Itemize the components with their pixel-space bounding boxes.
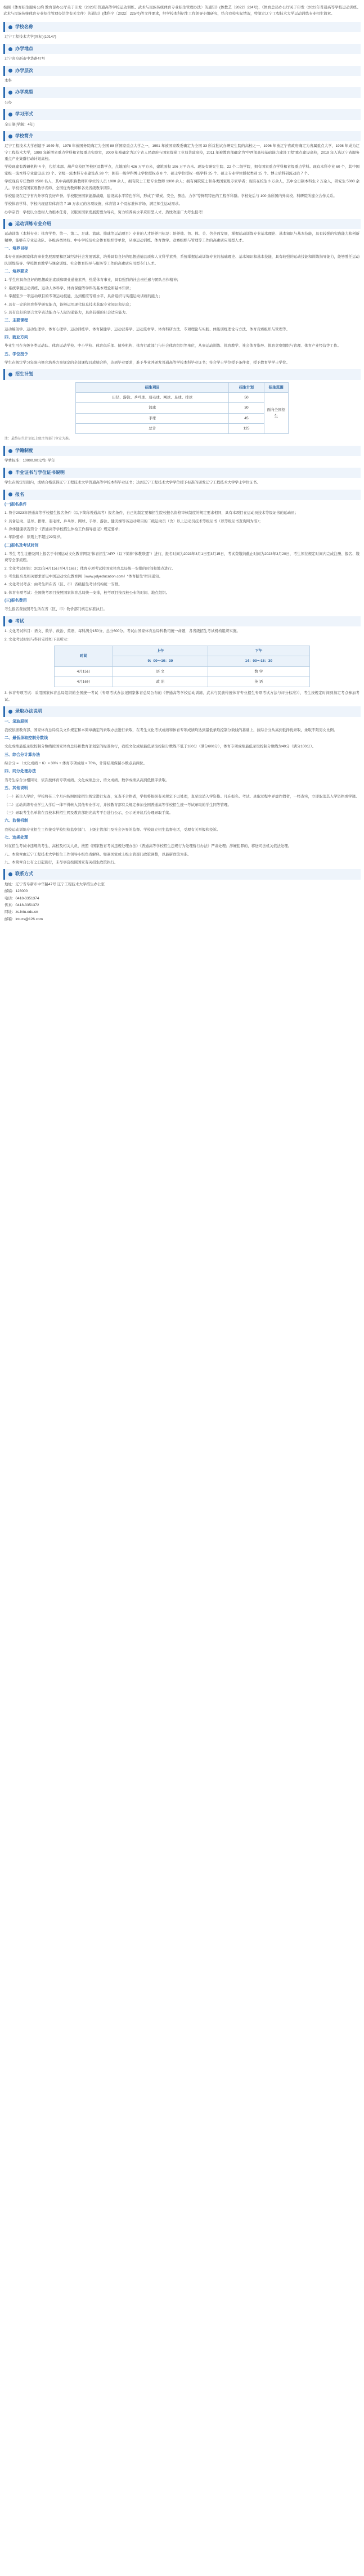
cell-date: 4月16日 bbox=[55, 677, 113, 687]
bullet-icon bbox=[8, 471, 12, 474]
section-header-school-address bbox=[3, 44, 361, 54]
exam-table-header-row bbox=[55, 646, 309, 656]
profile-paragraph: 学校建设在辽宁省内外享有良好声誉。学校服务国家能源战略，建设高水平特色学科，形成了“煤炭、安全、测绘、力学”等鲜明特色的工程学科群。学校先后与 100 余所国内外高校、科研院所建立合作关系。 bbox=[5, 194, 337, 198]
admission-paragraph: 文化成绩最低录取控制分数线按国家体育总局和教育部划定的标准执行，我校文化成绩最低录取控制分数线不低于180分（满分600分），体育专项成绩最低录取控制分数线为40分（满分100分）。 bbox=[5, 745, 316, 749]
section-title: 联系方式 bbox=[15, 871, 33, 877]
section-school-level bbox=[3, 66, 361, 84]
section-body-school-address bbox=[3, 56, 361, 62]
section-tuition bbox=[3, 446, 361, 464]
bullet-icon bbox=[8, 373, 12, 377]
cell-project: 田径、游泳、乒乓球、羽毛球、网球、足球、排球 bbox=[76, 392, 229, 402]
application-subhead: (三)报名费用 bbox=[5, 599, 27, 603]
admission-paragraph: 九、本简章自公布之日起施行，未尽事宜按照国家有关招生政策执行。 bbox=[5, 861, 118, 865]
major-subhead: 一、培养目标 bbox=[5, 247, 28, 251]
application-subhead: (一)报名条件 bbox=[5, 502, 27, 507]
admission-subhead: 一、录取原则 bbox=[5, 719, 28, 724]
major-paragraph: 学生在规定学习年限内修完培养方案规定的全部课程且成绩合格，达到毕业要求，准予毕业并颁发普通高等学校本科毕业证书；符合学士学位授予条件者，授予教育学学士学位。 bbox=[5, 360, 290, 365]
section-header-major-intro bbox=[3, 219, 361, 229]
exam-paragraph: 1. 文化考试科目：语文、数学、政治、英语，每科满分150分，总分600分。考试由国家体育总局科教司统一命题，各省级招生考试机构组织实施。 bbox=[5, 629, 240, 634]
section-application bbox=[3, 490, 361, 613]
admission-subhead: 五、其他说明 bbox=[5, 786, 28, 791]
bullet-icon bbox=[8, 47, 12, 51]
col-header-afternoon: 下午 bbox=[208, 646, 309, 656]
table-row bbox=[76, 392, 289, 402]
cell-project: 篮球 bbox=[76, 403, 229, 413]
application-paragraph: 5. 体育专项考试：全国统考项目按照国家体育总局统一安排，校考项目按我校公布的时间、地点组织。 bbox=[5, 590, 170, 595]
bullet-icon bbox=[8, 25, 12, 29]
contact-phone: 电话：0418-3351374 bbox=[5, 896, 39, 901]
bullet-icon bbox=[8, 710, 12, 714]
bullet-icon bbox=[8, 492, 12, 496]
table-total-row bbox=[76, 424, 289, 434]
intro-text: 按照《体育招生服务公约 教育部办公厅关于印发〈2023年普通高等学校运动训练、武术与民族传统体育专业招生管理办法〉的通知》(体教艺〔2022〕224号)、《体育总局办公厅关于印发〈2023年普通高等学校运动训练、武术与民族传统体育专业招生管理办法等有关文件〉的通知》(体科字〔2022〕225号)等文件要求，经学校本科招生工作领导小组研究，结合我校实际情况，特制定辽宁工程技术大学运动训练专业招生简章。 bbox=[3, 6, 361, 16]
cell-afternoon-subject: 英 语 bbox=[208, 677, 309, 687]
section-body-contact bbox=[3, 881, 361, 923]
bullet-icon bbox=[8, 135, 12, 138]
admission-paragraph: （三）录取考生名单将在我校本科招生网及教育部阳光高考平台进行公示，公示无异议后办理录取手续。 bbox=[5, 811, 173, 816]
section-title: 办学层次 bbox=[15, 68, 33, 73]
section-title: 运动训练专业介绍 bbox=[15, 221, 51, 227]
bullet-icon bbox=[8, 113, 12, 117]
section-body-exam bbox=[3, 628, 361, 703]
profile-paragraph: 办学宗旨：学校以立德树人为根本任务，以服务国家发展需要为导向，努力培养高水平应用型人才。热忱欢迎广大考生报考！ bbox=[5, 210, 206, 214]
cell-project: 手球 bbox=[76, 413, 229, 423]
application-paragraph: 4. 文化考试考点：由考生所在省（区、市）省级招生考试机构统一安排。 bbox=[5, 583, 122, 587]
section-title: 招生计划 bbox=[15, 371, 33, 377]
col-header-morning: 上午 bbox=[113, 646, 208, 656]
application-subhead: (二)报名及考试时间 bbox=[5, 543, 39, 548]
application-paragraph: 4. 年龄要求：原则上不超过22周岁。 bbox=[5, 535, 64, 540]
admission-subhead: 二、最低录取控制分数线 bbox=[5, 736, 48, 741]
contact-email[interactable]: 邮箱：lntuzs@126.com bbox=[5, 917, 43, 921]
section-header-school-level bbox=[3, 66, 361, 76]
section-body-school-profile bbox=[3, 143, 361, 216]
section-body-certificate bbox=[3, 480, 361, 486]
admission-paragraph: 当考生综合分相同时，依次按体育专项成绩、文化成绩总分、语文成绩、数学成绩从高到低排序录取。 bbox=[5, 778, 169, 782]
admission-paragraph: 八、本简章由辽宁工程技术大学招生工作领导小组负责解释。如遇国家或上级主管部门政策调整，以最新政策为准。 bbox=[5, 852, 191, 857]
admission-paragraph: 综合分 = （文化成绩 ÷ 6）× 30% + 体育专项成绩 × 70%，计算结果保留小数点后两位。 bbox=[5, 761, 147, 766]
application-paragraph: 考生报名费按照考生所在省（区、市）物价部门核定标准执行。 bbox=[5, 607, 107, 612]
section-header-tuition bbox=[3, 446, 361, 456]
section-body-major-intro bbox=[3, 231, 361, 366]
section-title: 学籍制度 bbox=[15, 447, 33, 453]
exam-table-row bbox=[55, 666, 309, 677]
cell-date: 4月15日 bbox=[55, 666, 113, 677]
school-type-value: 公办 bbox=[5, 100, 12, 105]
profile-paragraph: 辽宁工程技术大学创建于 1949 年，1978 年被国务院确定为全国 88 所国家重点大学之一，1991 年被国家教委确定为全国 33 所首批试办研究生院的高校之一，1996 年被辽宁省政府确定为省属重点大学，1998 年成为辽宁工程技术大学，1999 年新增省重点学科和省级重点实验室，2000 年被确定为辽宁省人民政府与国家煤炭工业局共建高校，2011 年被教育部确定为“中西部高校基础能力建设工程”重点建设高校，2019 年入选辽宁省服务重点产业集群行动计划高校。 bbox=[5, 144, 359, 162]
bullet-icon bbox=[8, 872, 12, 876]
contact-fax: 传真：0418-3351372 bbox=[5, 903, 39, 907]
cell-plan: 45 bbox=[229, 413, 264, 423]
bullet-icon bbox=[8, 222, 12, 226]
bullet-icon bbox=[8, 619, 12, 623]
major-paragraph: 4. 具有一定的体育科学研究能力，能够运用现代信息技术获取专业知识和信息； bbox=[5, 302, 133, 307]
major-paragraph: 运动训练（本科专业：体育学类、第一、第二、足球、篮球、排球等运动项目）专业的人才培养目标是：培养德、智、体、美、劳全面发展，掌握运动训练专业基本理论、基本知识与基本技能，具有较强的实践能力和创新精神，能够在专业运动队、各级各类体校、中小学校及社会体育组织等单位，从事运动训练、体育教学、竞赛组织与管理等工作的高素质应用型人才。 bbox=[5, 232, 359, 243]
admission-paragraph: 我校运动训练专业招生工作接受学校纪检监察部门、上级主管部门及社会各界的监督。学校设立招生监督电话，受理有关举报和投诉。 bbox=[5, 827, 221, 832]
section-body-application bbox=[3, 501, 361, 613]
contact-address: 地址：辽宁省阜新市中华路47号 辽宁工程技术大学招生办公室 bbox=[5, 882, 105, 886]
application-paragraph: 2. 具备运动、足球、排球、羽毛球、乒乓球、网球、手球、游泳、健美操等各运动项目的二级运动员（含）以上运动员技术等级证书（以等级证书查询网为准）； bbox=[5, 519, 263, 523]
section-title: 录取办法说明 bbox=[15, 709, 42, 714]
profile-paragraph: 学校现建有教研机构 4 个，包括本部、葫芦岛校区等校区及教学点，点地面积 426 万平方米，建筑面积 106 万平方米。现设有研究生院、22 个二级学院，拥有国家重点学科和省级重点学科。现有本科专业 60 个，其中国家级一流本科专业建设点 23 个、省级一流本科专业建设点 28 个；拥有一级学科博士学位授权点 8 个、硕士学位授权一级学科 25 个、硕士专业学位授权类别 15 个、博士后科研流动站 7 个。 bbox=[5, 165, 359, 176]
section-header-school-type bbox=[3, 87, 361, 97]
section-body-school-level bbox=[3, 78, 361, 84]
study-form-value: 全日制(学制：4年) bbox=[5, 122, 35, 127]
admission-subhead: 四、同分处理办法 bbox=[5, 769, 36, 774]
exam-paragraph: 2. 文化考试时间与科目安排如下表所示： bbox=[5, 637, 71, 642]
section-body-admission bbox=[3, 719, 361, 866]
cell-morning-subject: 政 治 bbox=[113, 677, 208, 687]
cell-scope: 面向全国招生 bbox=[264, 392, 288, 434]
section-title: 办学类型 bbox=[15, 89, 33, 95]
section-title: 报名 bbox=[15, 491, 24, 497]
section-body-study-form bbox=[3, 122, 361, 128]
section-header-admission bbox=[3, 706, 361, 716]
admissions-brochure-page bbox=[0, 0, 364, 932]
section-title: 学校简介 bbox=[15, 133, 33, 138]
section-header-school-info bbox=[3, 22, 361, 32]
contact-website[interactable]: 网址：zs.lntu.edu.cn bbox=[5, 910, 38, 915]
tuition-value: 学费标准：10000.00元/生·学年 bbox=[5, 459, 55, 463]
school-address-value: 辽宁省阜新市中华路47号 bbox=[5, 57, 46, 61]
col-header-project: 招生项目 bbox=[76, 382, 229, 392]
section-title: 毕业证书与学位证书说明 bbox=[15, 469, 65, 475]
section-enrollment-plan bbox=[3, 369, 361, 442]
section-title: 办学地点 bbox=[15, 46, 33, 51]
school-name-value: 辽宁工程技术大学(国标)(10147) bbox=[5, 35, 56, 39]
section-title: 考试 bbox=[15, 618, 24, 624]
major-paragraph: 毕业生可在各级各类运动队、体育运动学校、中小学校、体育俱乐部、健身机构、体育行政部门与社会体育组织等单位，从事运动训练、体育教学、社会体育指导、体育竞赛组织与管理、体育产业经营等工作。 bbox=[5, 344, 341, 348]
major-paragraph: 1. 学生应具备良好的思想政治素质和职业道德素养，热爱体育事业，具有强烈的社会责任感与团队合作精神； bbox=[5, 278, 181, 283]
cell-plan: 50 bbox=[229, 392, 264, 402]
major-paragraph: 运动解剖学、运动生理学、体育心理学、运动训练学、体育保健学、运动营养学、运动选材学、体育科研方法、专项理论与实践、体能训练理论与方法、体育竞赛组织与管理等。 bbox=[5, 327, 290, 331]
section-header-enrollment-plan bbox=[3, 369, 361, 379]
bullet-icon bbox=[8, 449, 12, 453]
application-paragraph: 1. 考生 考生注册及网上报名于中国运动文化教育网及“体育招生”APP（以下简称“体教联盟”）进行，报名时间为2023年3月1日至3月15日，考试费缴纳截止时间为2023年3月20日，考生须在规定时间内完成注册、报名、缴费等全部流程。 bbox=[5, 552, 359, 563]
col-subheader-afternoon-time: 14：00～15：30 bbox=[208, 656, 309, 666]
enrollment-plan-table bbox=[75, 382, 289, 434]
col-header-plan: 招生计划 bbox=[229, 382, 264, 392]
major-paragraph: 3. 掌握至少一项运动项目的专项运动技能，达到相应等级水平，具备组织与实施运动训练的能力； bbox=[5, 294, 163, 299]
major-paragraph: 本专业面向国家体育事业发展需要和区域经济社会发展需求，培养具有良好的思想道德品质和人文科学素养，系统掌握运动训练专业的基础理论、基本知识和基本技能，具有较强的运动技能和训练指导能力，能够胜任运动队训练指导、学校体育教学与课余训练、社会体育指导与服务等工作的高素质应用型专门人才。 bbox=[5, 255, 359, 266]
bullet-icon bbox=[8, 91, 12, 95]
cell-plan: 30 bbox=[229, 403, 264, 413]
contact-postcode: 邮编：123000 bbox=[5, 889, 28, 894]
major-paragraph: 5. 具有良好的语言文字表达能力与人际沟通能力，具备较强的社会适应能力。 bbox=[5, 310, 129, 315]
exam-paragraph: 3. 体育专项考试：采用国家体育总局组织的全国统一考试（专项考试办法见国家体育总局公布的《普通高等学校运动训练、武术与民族传统体育专业招生专项考试方法与评分标准》），考生按规定时间到指定考点参加考试。 bbox=[5, 691, 359, 702]
major-subhead: 五、学位授予 bbox=[5, 352, 28, 356]
section-header-contact bbox=[3, 869, 361, 879]
major-subhead: 二、培养要求 bbox=[5, 270, 28, 274]
table-header-row bbox=[76, 382, 289, 392]
col-header-time: 时间 bbox=[55, 646, 113, 666]
section-body-tuition bbox=[3, 458, 361, 464]
application-paragraph: 2. 文化考试时间：2023年4月15日至4月16日；体育专项考试按国家体育总局统一安排的时间和地点进行。 bbox=[5, 566, 176, 571]
admission-paragraph: （二）运动训练专业学生入学后一律不得转入其他专业学习，并按教育部有关规定参加全国普通高等学校招生统一考试录取的学生同等管理。 bbox=[5, 803, 231, 807]
section-title: 学校名称 bbox=[15, 24, 33, 30]
section-school-address bbox=[3, 44, 361, 62]
major-paragraph: 2. 系统掌握运动训练、运动人体科学、体育保健等学科的基本理论和基本知识； bbox=[5, 286, 133, 290]
section-title: 学习形式 bbox=[15, 111, 33, 117]
intro-paragraph bbox=[0, 2, 364, 22]
admission-subhead: 七、违规处理 bbox=[5, 836, 28, 840]
cell-afternoon-subject: 数 学 bbox=[208, 666, 309, 677]
exam-table-row bbox=[55, 677, 309, 687]
plan-note: 注：最终招生计划以上级主管部门审定为准。 bbox=[5, 437, 73, 441]
section-header-application bbox=[3, 490, 361, 500]
section-school-info bbox=[3, 22, 361, 41]
admission-subhead: 六、监督机制 bbox=[5, 819, 28, 823]
exam-schedule-table bbox=[54, 646, 309, 688]
cell-total-value: 125 bbox=[229, 424, 264, 434]
section-school-type bbox=[3, 87, 361, 106]
cell-morning-subject: 语 文 bbox=[113, 666, 208, 677]
admission-paragraph: 对在招生考试中违规的考生、高校及相关人员，按照《国家教育考试违规处理办法》《普通高等学校招生违规行为处理暂行办法》严肃处理；涉嫌犯罪的，移送司法机关依法处理。 bbox=[5, 844, 292, 849]
section-header-exam bbox=[3, 616, 361, 626]
school-level-value: 本科 bbox=[5, 79, 12, 83]
section-body-school-info bbox=[3, 34, 361, 40]
certificate-value: 学生在规定年限内，成绩合格获得辽宁工程技术大学普通高等学校本科毕业证书；达到辽宁工程技术大学学位授予标准的颁发辽宁工程技术大学学士学位证书。 bbox=[5, 481, 260, 485]
profile-paragraph: 学校现有专任教师 1500 名人，其中高级职称教师和学位的人员 1000 余人，拥有院士工程专业教师 1300 余人；拥有两院院士和各类国家级专家学者；现有在校生 3 万余人，其中全日制本科生 2 万余人，研究生 5000 余人。学校设有国家级教学名师、全国优秀教师和各类省级教学团队。 bbox=[5, 180, 359, 190]
application-paragraph: 3. 考生报名及相关要求详见中国运动文化教育网（www.ydyeducation.com）“体育招生”栏目通知。 bbox=[5, 575, 163, 579]
application-paragraph: 1. 符合2023年普通高等学校招生报名条件（以下简称普通高考）报名条件，自己的制定要和招生院校报名资格审核制度的规定要求相同，具有本项目在运动员技术等级证书的运动员； bbox=[5, 511, 299, 516]
major-subhead: 三、主要课程 bbox=[5, 319, 28, 323]
section-header-school-profile bbox=[3, 131, 361, 141]
table-row bbox=[76, 403, 289, 413]
section-certificate bbox=[3, 468, 361, 486]
section-header-certificate bbox=[3, 468, 361, 478]
major-subhead: 四、就业方向 bbox=[5, 335, 28, 339]
col-subheader-morning-time: 9：00～10：30 bbox=[113, 656, 208, 666]
section-major-intro bbox=[3, 219, 361, 366]
section-school-profile bbox=[3, 131, 361, 216]
cell-total-label: 总计 bbox=[76, 424, 229, 434]
admission-subhead: 三、综合分计算办法 bbox=[5, 752, 40, 757]
section-exam bbox=[3, 616, 361, 703]
admission-paragraph: （一）新生入学后，学校将在三个月内按照国家招生规定进行复查，复查不合格者，学校将根据有关规定予以处理，直至取消入学资格。凡在报名、考试、录取过程中弄虚作假者，一经查实，立即取消其入学资格或学籍。 bbox=[5, 795, 359, 799]
section-study-form bbox=[3, 109, 361, 128]
section-header-study-form bbox=[3, 109, 361, 119]
admission-paragraph: 我校依据教育部、国家体育总局有关文件规定和本简章确定的录取办法进行录取，在考生文化考试成绩和体育专项成绩均达到最低录取控制分数线的基础上，按综合分从高到低择优录取，录取不限男女比例。 bbox=[5, 728, 338, 732]
section-body-enrollment-plan bbox=[3, 382, 361, 442]
section-body-school-type bbox=[3, 100, 361, 106]
application-paragraph: 3. 身体健康状况符合《普通高等学校招生体检工作指导意见》规定要求； bbox=[5, 527, 122, 531]
col-header-scope: 招生范围 bbox=[264, 382, 288, 392]
profile-paragraph: 学校体育学科、学校内现建有体育馆 7 15 万余元的各项设施，体育馆 3 个及标准体育场，满足师生运动需求。 bbox=[5, 202, 182, 207]
section-admission bbox=[3, 706, 361, 866]
section-contact bbox=[3, 869, 361, 922]
table-row bbox=[76, 413, 289, 423]
bullet-icon bbox=[8, 69, 12, 73]
